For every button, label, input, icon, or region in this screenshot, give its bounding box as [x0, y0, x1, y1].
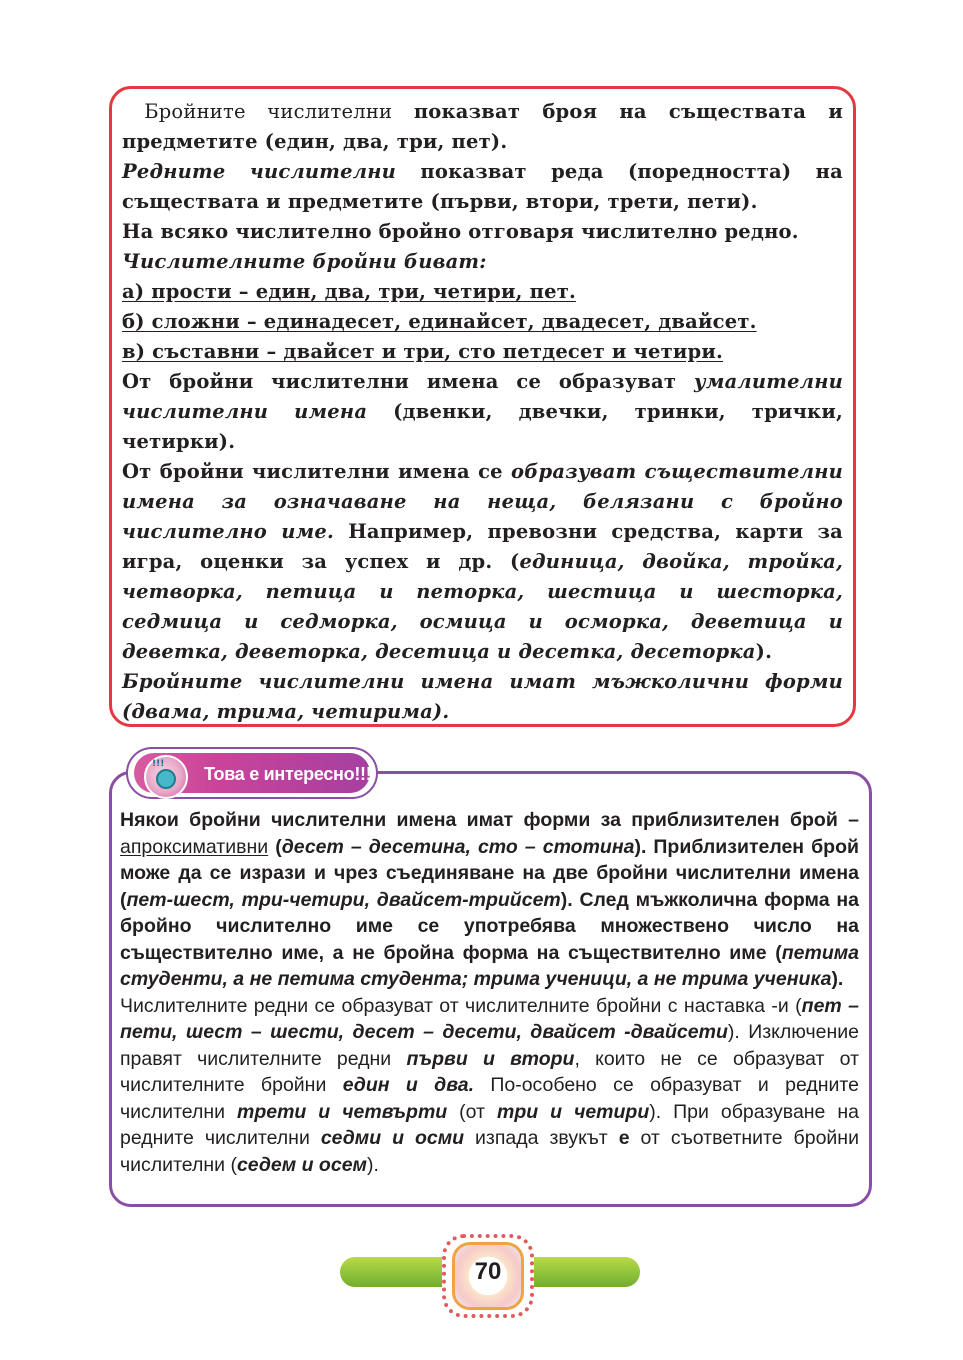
- rule-examples: единица, двойка, тройка, четворка, петица и петорка, шестица и шесторка, седмица и седморка, осмица и осморка, деветица и деветка, деветорка, десетица и десетка, десеторка: [122, 550, 843, 663]
- rule-text-span: (двенки, двечки, тринки, трички, четирки).: [122, 400, 843, 453]
- rule-paragraph: [122, 667, 843, 727]
- rule-text-span: От бройни числителни имена се образуват: [122, 370, 694, 393]
- info-example: пет – пети, шест – шести, десет – десети, двайсет -двайсети: [120, 994, 859, 1043]
- info-span: Числителните редни се образуват от числителните бройни с наставка -и (: [120, 994, 802, 1017]
- rule-box: [109, 86, 856, 727]
- info-span: ). След мъжколична форма на бройно числително име се употребява множествено число на съществително име, а не бройна форма на съществително име (: [120, 888, 859, 964]
- rule-paragraph: [122, 367, 843, 457]
- rule-definition: показват реда (поредността) на съществата и предметите (първи, втори, трети, пети).: [122, 160, 843, 213]
- rule-subheading: Числителните бройни биват:: [122, 250, 487, 273]
- info-span: (: [268, 835, 282, 858]
- info-span: Някои бройни числителни имена имат форми за приблизителен брой –: [120, 809, 859, 831]
- info-span: изпада звукът: [464, 1127, 619, 1149]
- rule-paragraph: [122, 157, 843, 217]
- rule-paragraph: [122, 457, 843, 667]
- rule-term: Редните числителни: [122, 160, 396, 183]
- info-span: ). Изключение правят числителните редни: [120, 1021, 860, 1070]
- rule-list-item: [122, 337, 843, 367]
- info-example: седми и осми: [320, 1127, 465, 1149]
- info-span: ). При образуване на редните числителни: [120, 1100, 859, 1149]
- info-example: петима студенти, а не петима студента; трима ученици, а не трима ученика: [120, 941, 859, 990]
- info-span: По-особено се образуват и редните числителни: [120, 1074, 859, 1123]
- rule-list-item: [122, 277, 843, 307]
- rule-text: [122, 97, 843, 727]
- info-span: от съответните бройни числителни (: [120, 1127, 859, 1176]
- list-item-simple: а) прости – един, два, три, четири, пет.: [122, 280, 576, 303]
- list-item-composite: в) съставни – двайсет и три, сто петдесет и четири.: [122, 340, 724, 363]
- info-term: апроксимативни: [120, 835, 269, 858]
- rule-term: Бройните числителни: [144, 100, 414, 123]
- rule-term: умалителни числителни имена: [122, 370, 843, 423]
- info-letter: е: [618, 1127, 630, 1149]
- info-span: (от: [447, 1100, 497, 1123]
- info-span: , които не се образуват от числителните бройни: [120, 1047, 860, 1096]
- info-span: ).: [366, 1153, 379, 1176]
- info-example: три и четири: [496, 1100, 650, 1123]
- rule-sentence: Бройните числителни имена имат мъжколични форми (двама, трима, четирима).: [122, 670, 843, 723]
- rule-text-span: От бройни числителни имена се: [122, 460, 512, 483]
- exclamation-marks: !!!: [152, 759, 165, 769]
- info-paragraph-2: [120, 993, 859, 1179]
- rule-sentence: На всяко числително бройно отговаря числително редно.: [122, 220, 799, 243]
- info-example: един и два.: [342, 1074, 474, 1096]
- info-example: първи и втори: [406, 1047, 575, 1070]
- info-span: ).: [831, 968, 844, 990]
- info-tab-banner: [134, 753, 370, 793]
- info-example: трети и четвърти: [236, 1100, 448, 1123]
- info-example: десет – десетина, сто – стотина: [281, 835, 635, 858]
- rule-paragraph: [122, 97, 843, 157]
- info-example: пет-шест, три-четири, двайсет-трийсет: [126, 888, 561, 911]
- info-example: седем и осем: [236, 1153, 367, 1176]
- info-paragraph-1: [120, 807, 859, 993]
- rule-definition: показват броя на съществата и предметите (един, два, три, пет).: [122, 100, 843, 153]
- info-span: ). Приблизителен брой може да се изрази и чрез съединяване на две бройни числителни имена (: [120, 835, 859, 911]
- rule-paragraph: [122, 247, 843, 277]
- rule-term: образуват съществителни имена за означаване на неща, белязани с бройно числително име.: [122, 460, 844, 543]
- rule-text-span: ).: [755, 640, 773, 663]
- info-tab: [126, 747, 378, 799]
- rule-paragraph: [122, 217, 843, 247]
- globe-icon: [144, 755, 188, 799]
- globe-shape: [156, 769, 176, 789]
- info-tab-title: Това е интересно!!!: [204, 764, 372, 784]
- info-box: [109, 771, 872, 1207]
- rule-list-item: [122, 307, 843, 337]
- page-number: 70: [474, 1258, 502, 1285]
- info-text: [120, 807, 859, 1178]
- page-number-badge: [442, 1234, 534, 1318]
- list-item-compound: б) сложни – единадесет, единайсет, двадесет, двайсет.: [122, 310, 757, 333]
- rule-text-span: Например, превозни средства, карти за игра, оценки за успех и др. (: [122, 520, 843, 573]
